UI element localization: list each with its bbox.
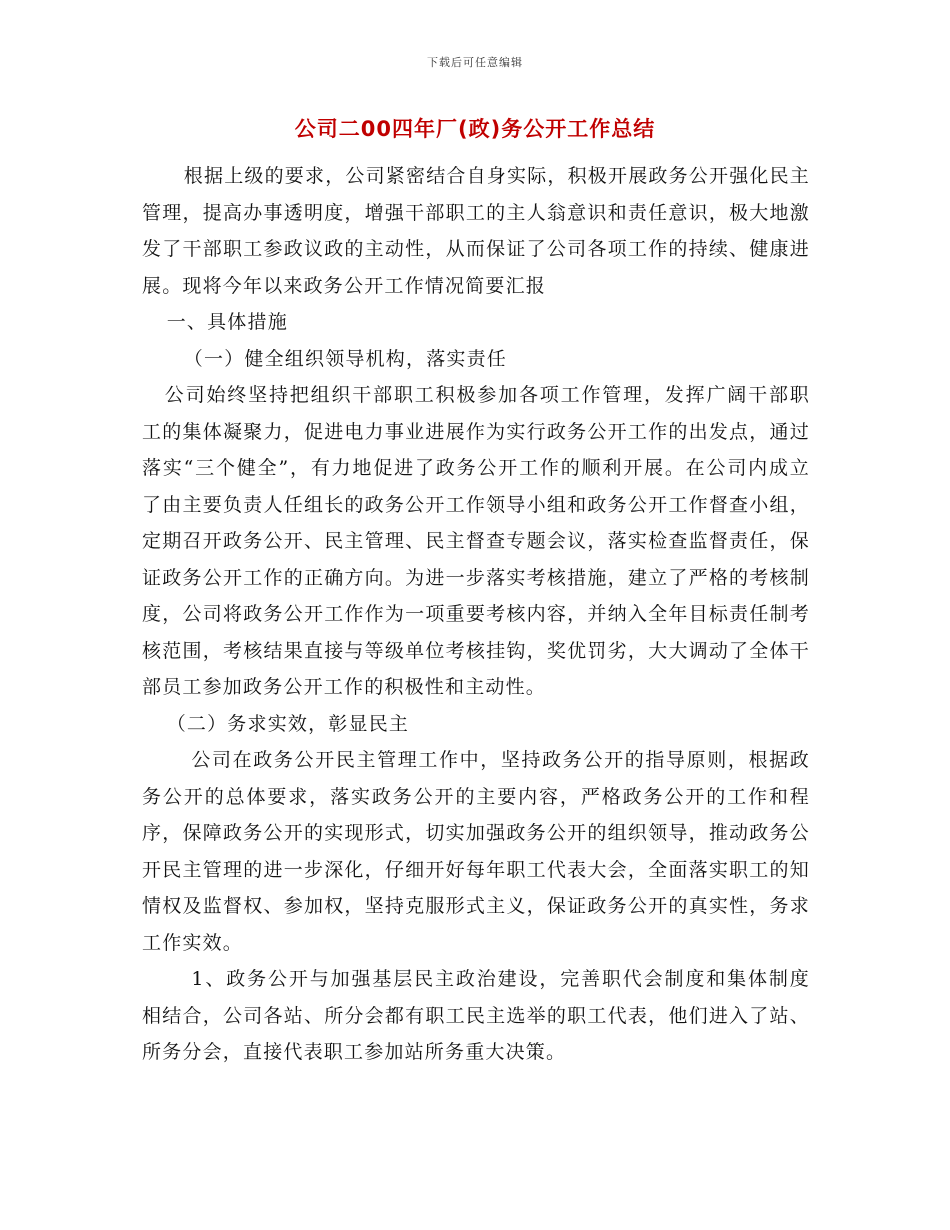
subsection-heading-democracy: （二）务求实效，彰显民主	[166, 712, 410, 735]
paragraph-organization: 公司始终坚持把组织干部职工积极参加各项工作管理，发挥广阔干部职工的集体凝聚力，促进电力事业进展作为实行政务公开工作的出发点，通过落实“三个健全”，有力地促进了政务公开工作的顺利开展。在公司内成立了由主要负责人任组长的政务公开工作领导小组和政务公开工作督查小组，定期召开政务公开、民主管理、民主督查专题会议，落实检查监督责任，保证政务公开工作的正确方向。为进一步落实考核措施，建立了严格的考核制度，公司将政务公开工作作为一项重要考核内容，并纳入全年目标责任制考核范围，考核结果直接与等级单位考核挂钩，奖优罚劣，大大调动了全体干部员工参加政务公开工作的积极性和主动性。	[142, 384, 810, 698]
section-heading-measures: 一、具体措施	[166, 311, 288, 333]
document-body	[142, 158, 810, 1071]
paragraph-democracy: 公司在政务公开民主管理工作中，坚持政务公开的指导原则，根据政务公开的总体要求，落实政务公开的主要内容，严格政务公开的工作和程序，保障政务公开的实现形式，切实加强政务公开的组织领导，推动政务公开民主管理的进一步深化，仔细开好每年职工代表大会，全面落实职工的知情权及监督权、参加权，坚持克服形式主义，保证政务公开的真实性，务求工作实效。	[142, 749, 810, 954]
subsection-heading-organization: （一）健全组织领导机构，落实责任	[183, 347, 507, 370]
paragraph-intro: 根据上级的要求，公司紧密结合自身实际，积极开展政务公开强化民主管理，提高办事透明度，增强干部职工的主人翁意识和责任意识，极大地激发了干部职工参政议政的主动性，从而保证了公司各项工作的持续、健康进展。现将今年以来政务公开工作情况简要汇报	[142, 165, 810, 297]
document-title: 公司二00四年厂(政)务公开工作总结	[294, 117, 656, 141]
header-note: 下载后可任意编辑	[427, 56, 523, 69]
paragraph-point-1: 1、政务公开与加强基层民主政治建设，完善职代会制度和集体制度相结合，公司各站、所分会都有职工民主选举的职工代表，他们进入了站、所务分会，直接代表职工参加站所务重大决策。	[142, 968, 810, 1063]
